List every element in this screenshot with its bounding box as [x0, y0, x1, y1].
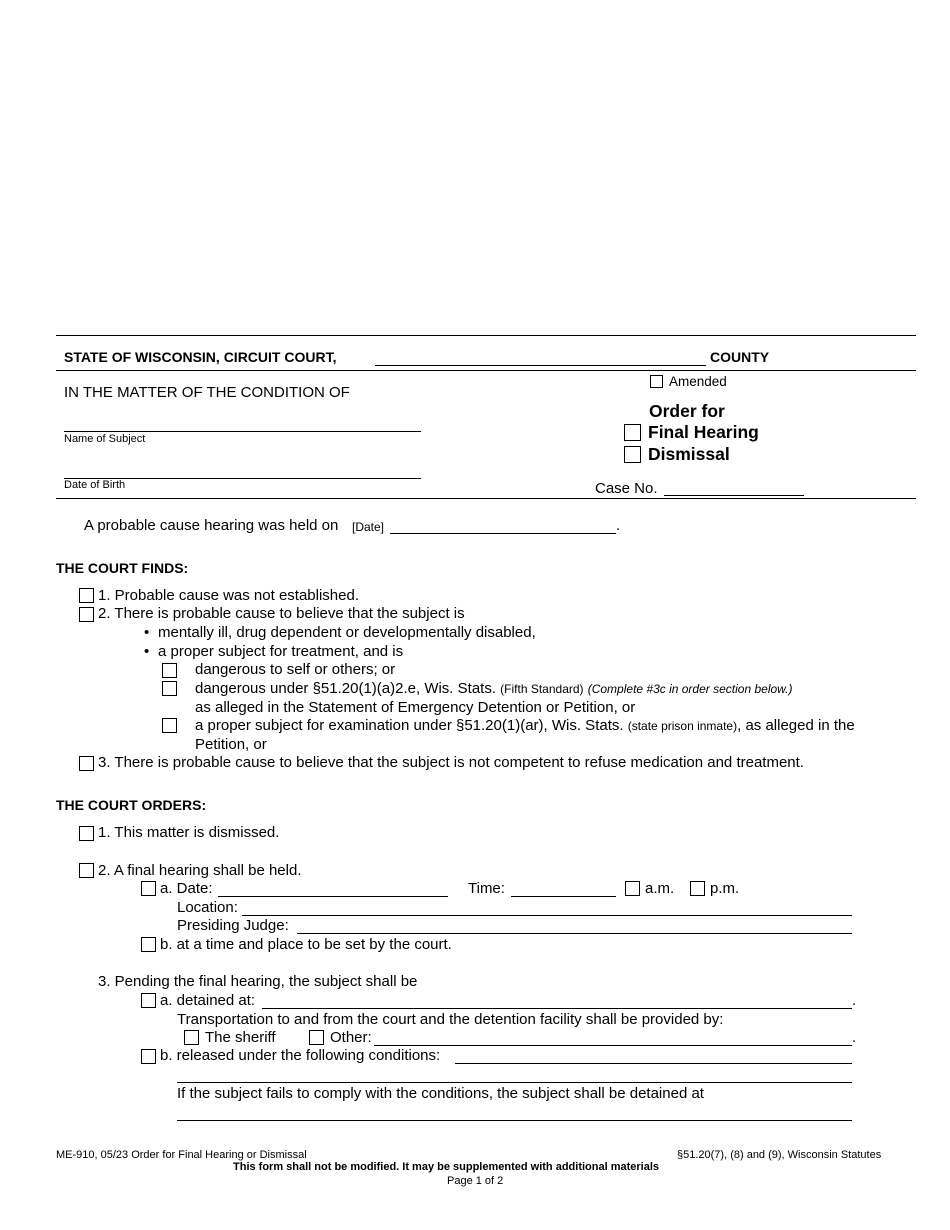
dismissal-title: Dismissal — [648, 444, 730, 464]
subject-name-field[interactable] — [64, 431, 421, 432]
hearing-date-tag: [Date] — [352, 520, 385, 534]
bullet-2-text: a proper subject for treatment, and is — [158, 643, 404, 660]
prison-inmate-checkbox[interactable] — [162, 718, 177, 733]
statutes: §51.20(7), (8) and (9), Wisconsin Statutes — [677, 1149, 882, 1161]
dangerous-self-text: dangerous to self or others; or — [195, 661, 396, 678]
order-2a-checkbox[interactable] — [141, 881, 156, 896]
sheriff-label: The sheriff — [205, 1029, 276, 1046]
location-label: Location: — [177, 899, 238, 916]
caption-rule — [56, 370, 916, 371]
finding-2-text: 2. There is probable cause to believe that the subject is — [98, 605, 465, 622]
bullet-1-text: mentally ill, drug dependent or developmentally disabled, — [158, 624, 536, 641]
finding-2-checkbox[interactable] — [79, 607, 94, 622]
hearing-date-input[interactable] — [218, 896, 448, 897]
noncompliance-text: If the subject fails to comply with the conditions, the subject shall be detained at — [177, 1085, 704, 1102]
am-checkbox[interactable] — [625, 881, 640, 896]
other-input[interactable] — [374, 1045, 852, 1046]
hearing-text: A probable cause hearing was held on — [84, 517, 339, 534]
order-2-checkbox[interactable] — [79, 863, 94, 878]
detained-at-input[interactable] — [262, 1008, 852, 1009]
order-3a-checkbox[interactable] — [141, 993, 156, 1008]
findings-heading: THE COURT FINDS: — [56, 560, 189, 576]
bullet-1-dot: • — [144, 624, 150, 641]
hearing-date-field[interactable] — [390, 533, 616, 534]
order-2-text: 2. A final hearing shall be held. — [98, 862, 302, 879]
fifth-standard-text — [195, 680, 793, 697]
prison-inmate-main: a proper subject for examination under §51.20(1)(ar), Wis. Stats. — [195, 717, 624, 734]
prison-inmate-tag: (state prison inmate) — [627, 719, 738, 733]
fifth-standard-note: (Complete #3c in order section below.) — [587, 682, 793, 696]
caption-bottom-rule — [56, 498, 916, 499]
detained-period: . — [852, 992, 857, 1009]
am-label: a.m. — [645, 880, 675, 897]
amended-checkbox[interactable] — [650, 375, 663, 388]
county-field[interactable] — [375, 365, 706, 366]
noncompliance-location-input[interactable] — [177, 1120, 852, 1121]
order-3b-checkbox[interactable] — [141, 1049, 156, 1064]
order-1-checkbox[interactable] — [79, 826, 94, 841]
final-hearing-title: Final Hearing — [648, 422, 759, 442]
transport-text: Transportation to and from the court and the detention facility shall be provided by: — [177, 1011, 724, 1028]
prison-inmate-tail: , as alleged in the — [737, 717, 855, 734]
order-1-text: 1. This matter is dismissed. — [98, 824, 280, 841]
prison-inmate-text — [195, 717, 855, 734]
order-3b-label: b. released under the following conditions: — [160, 1047, 441, 1064]
finding-1-checkbox[interactable] — [79, 588, 94, 603]
dangerous-self-checkbox[interactable] — [162, 663, 177, 678]
top-rule — [56, 335, 916, 336]
hearing-time-input[interactable] — [511, 896, 616, 897]
form-id: ME-910, 05/23 Order for Final Hearing or Dismissal — [56, 1149, 307, 1161]
other-period: . — [852, 1029, 857, 1046]
judge-input[interactable] — [297, 933, 852, 934]
finding-3-checkbox[interactable] — [79, 756, 94, 771]
subject-name-label: Name of Subject — [64, 433, 146, 445]
judge-label: Presiding Judge: — [177, 917, 289, 934]
dob-label: Date of Birth — [64, 479, 126, 491]
fifth-standard-main: dangerous under §51.20(1)(a)2.e, Wis. Stats. — [195, 680, 496, 697]
matter-label: IN THE MATTER OF THE CONDITION OF — [64, 384, 350, 401]
hearing-period: . — [616, 517, 621, 534]
final-hearing-checkbox[interactable] — [624, 424, 641, 441]
orders-heading: THE COURT ORDERS: — [56, 797, 207, 813]
pm-checkbox[interactable] — [690, 881, 705, 896]
conditions-input-line2[interactable] — [177, 1082, 852, 1083]
order-2a-date-label: a. Date: — [160, 880, 213, 897]
amended-label: Amended — [669, 374, 727, 389]
pm-label: p.m. — [710, 880, 740, 897]
location-input[interactable] — [242, 915, 852, 916]
finding-1-text: 1. Probable cause was not established. — [98, 587, 359, 604]
other-checkbox[interactable] — [309, 1030, 324, 1045]
order-3-text: 3. Pending the final hearing, the subject shall be — [98, 973, 418, 990]
other-label: Other: — [330, 1029, 372, 1046]
fifth-standard-line2: as alleged in the Statement of Emergency Detention or Petition, or — [195, 699, 636, 716]
case-no-field[interactable] — [664, 495, 804, 496]
county-label: COUNTY — [710, 349, 770, 365]
fifth-standard-checkbox[interactable] — [162, 681, 177, 696]
order-2a-time-label: Time: — [468, 880, 505, 897]
conditions-input[interactable] — [455, 1063, 852, 1064]
court-label: STATE OF WISCONSIN, CIRCUIT COURT, — [64, 349, 337, 365]
form-notice: This form shall not be modified. It may be supplemented with additional materials — [233, 1161, 660, 1173]
sheriff-checkbox[interactable] — [184, 1030, 199, 1045]
order-2b-text: b. at a time and place to be set by the court. — [160, 936, 452, 953]
bullet-2-dot: • — [144, 643, 150, 660]
form-title: Order for — [649, 401, 725, 421]
order-2b-checkbox[interactable] — [141, 937, 156, 952]
finding-3-text: 3. There is probable cause to believe that the subject is not competent to refuse medication and treatment. — [98, 754, 804, 771]
page-number: Page 1 of 2 — [447, 1175, 504, 1187]
prison-inmate-line2: Petition, or — [195, 736, 267, 753]
dismissal-checkbox[interactable] — [624, 446, 641, 463]
case-no-label: Case No. — [595, 480, 658, 497]
fifth-standard-tag: (Fifth Standard) — [500, 682, 584, 696]
order-3a-label: a. detained at: — [160, 992, 256, 1009]
